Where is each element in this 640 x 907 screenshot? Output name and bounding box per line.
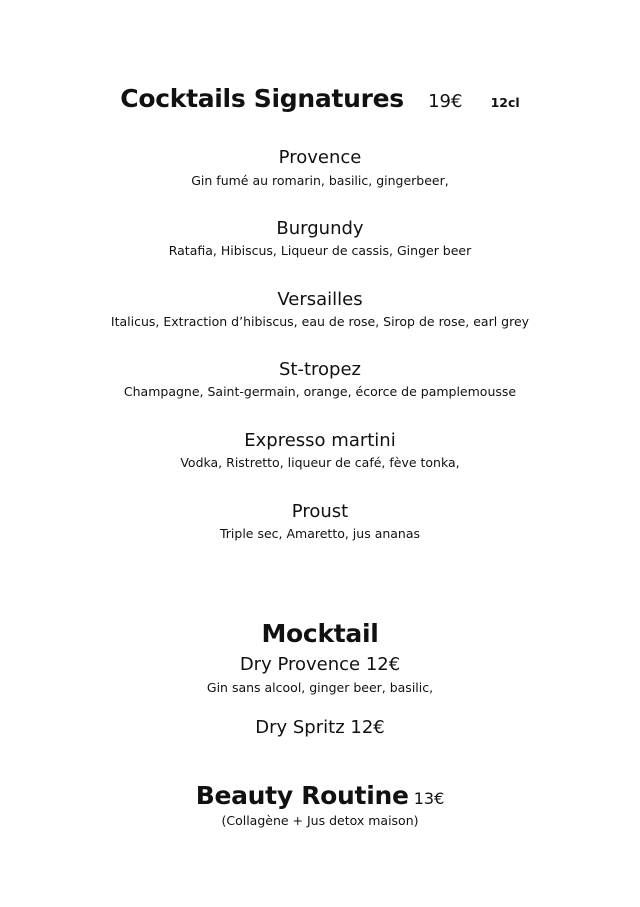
mocktail-title: Mocktail bbox=[261, 619, 379, 648]
beauty-header bbox=[0, 781, 640, 810]
cocktails-price: 19€ bbox=[428, 91, 463, 112]
beauty-description: (Collagène + Jus detox maison) bbox=[221, 813, 419, 828]
cocktail-name-versailles: Versailles bbox=[277, 289, 363, 310]
cocktail-name-st-tropez: St-tropez bbox=[278, 359, 361, 380]
beauty-title: Beauty Routine bbox=[195, 781, 409, 810]
mocktail-name-dry-provence: Dry Provence 12€ bbox=[239, 654, 401, 675]
mocktail-ingredients-dry-provence: Gin sans alcool, ginger beer, basilic, bbox=[206, 680, 434, 695]
cocktail-name-expresso-martini: Expresso martini bbox=[244, 430, 396, 451]
cocktails-volume: 12cl bbox=[490, 95, 520, 110]
cocktail-ingredients-expresso-martini: Vodka, Ristretto, liqueur de café, fève tonka, bbox=[180, 455, 460, 470]
cocktail-ingredients-provence: Gin fumé au romarin, basilic, gingerbeer, bbox=[191, 173, 449, 188]
cocktail-ingredients-burgundy: Ratafia, Hibiscus, Liqueur de cassis, Ginger beer bbox=[168, 243, 472, 258]
cocktail-ingredients-proust: Triple sec, Amaretto, jus ananas bbox=[219, 526, 421, 541]
cocktail-name-provence: Provence bbox=[278, 147, 362, 168]
cocktail-name-proust: Proust bbox=[291, 501, 349, 522]
cocktail-name-burgundy: Burgundy bbox=[276, 218, 364, 239]
cocktails-header bbox=[0, 84, 640, 113]
cocktail-ingredients-versailles: Italicus, Extraction d’hibiscus, eau de rose, Sirop de rose, earl grey bbox=[110, 314, 530, 329]
beauty-price: 13€ bbox=[413, 789, 445, 808]
cocktail-ingredients-st-tropez: Champagne, Saint-germain, orange, écorce de pamplemousse bbox=[123, 384, 517, 399]
cocktails-title: Cocktails Signatures bbox=[120, 84, 404, 113]
mocktail-name-dry-spritz: Dry Spritz 12€ bbox=[255, 717, 385, 738]
